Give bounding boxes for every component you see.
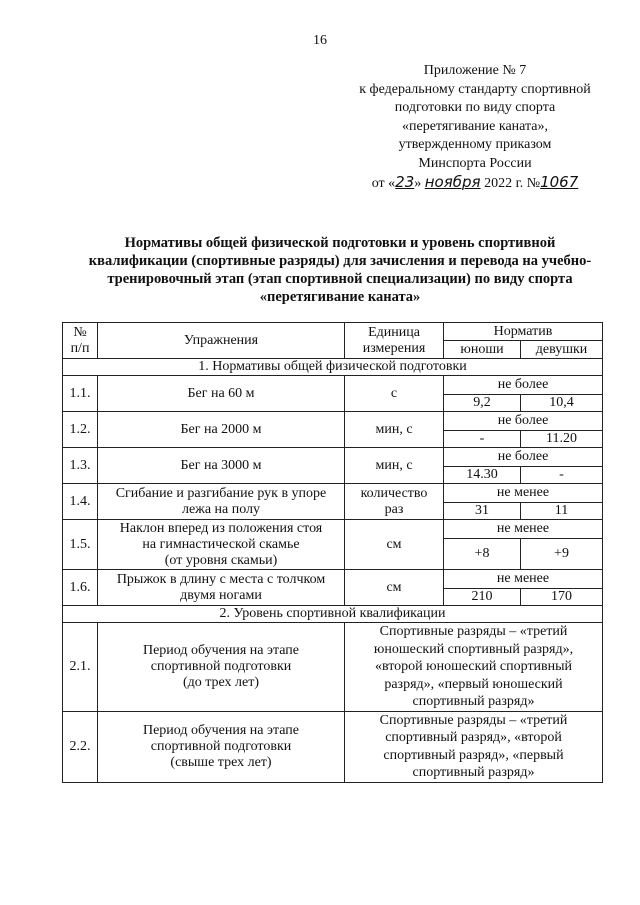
value-boys: 210 [444, 589, 521, 606]
table-row [63, 570, 603, 589]
row-number: 2.2. [63, 711, 98, 782]
row-criterion: не менее [444, 484, 603, 503]
title-line: квалификации (спортивные разряды) для зачисления и перевода на учебно- [88, 253, 592, 269]
handwritten-day: 23 [395, 173, 415, 191]
handwritten-month: ноября [424, 173, 481, 191]
exercise-line: Прыжок в длину с места с толчком [116, 571, 326, 587]
handwritten-number: 1067 [540, 173, 579, 191]
order-year: 2022 г. № [484, 176, 541, 191]
row-number: 1.2. [63, 412, 98, 448]
order-prefix: от « [371, 176, 396, 191]
value-girls: 11 [521, 503, 603, 520]
exercise-line: (от уровня скамьи) [164, 552, 278, 568]
section-2-title: 2. Уровень спортивной квалификации [63, 606, 603, 623]
ranks-line: Спортивные разряды – «третий [379, 712, 568, 728]
section-1-title: 1. Нормативы общей физической подготовки [63, 359, 603, 376]
table-row [63, 484, 603, 503]
section-row [63, 359, 603, 376]
ranks-line: разряд», «первый юношеский [384, 676, 563, 692]
row-criterion: не менее [444, 570, 603, 589]
period-line: (свыше трех лет) [170, 754, 272, 770]
ranks-line: «второй юношеский спортивный [374, 659, 573, 674]
row-number: 1.5. [63, 520, 98, 570]
exercise-line: Наклон вперед из положения стоя [119, 520, 323, 536]
period-line: спортивной подготовки [150, 738, 292, 754]
title-line: тренировочный этап (этап спортивной специализации) по виду спорта [107, 271, 573, 287]
exercise-line: Бег на 2000 м [180, 421, 262, 437]
table-row [63, 376, 603, 395]
row-unit [345, 412, 444, 448]
value-girls: 170 [521, 589, 603, 606]
order-mid: » [414, 176, 422, 191]
appendix-line: Минспорта России [418, 155, 532, 171]
row-exercise [98, 376, 345, 412]
unit-line: мин, с [375, 457, 413, 473]
qualification-row [63, 711, 603, 782]
row-unit [345, 484, 444, 520]
row-unit [345, 376, 444, 412]
unit-line: раз [384, 501, 404, 517]
exercise-line: двумя ногами [180, 587, 262, 603]
value-girls: - [521, 467, 603, 484]
value-girls: 11.20 [521, 431, 603, 448]
header-num-line: п/п [70, 340, 90, 356]
row-criterion: не менее [444, 520, 603, 539]
document-title [60, 234, 620, 306]
period-line: (до трех лет) [182, 674, 260, 690]
unit-line: см [386, 579, 402, 595]
qualification-ranks [345, 623, 603, 712]
header-norm: Норматив [444, 323, 603, 341]
table-row [63, 412, 603, 431]
row-number: 1.4. [63, 484, 98, 520]
appendix-line: утвержденному приказом [398, 137, 552, 152]
qualification-period [98, 711, 345, 782]
header-boys: юноши [444, 341, 521, 359]
value-girls: +9 [521, 539, 603, 570]
qualification-ranks [345, 711, 603, 782]
row-exercise [98, 448, 345, 484]
appendix-line: Приложение № 7 [423, 63, 527, 78]
appendix-line: к федеральному стандарту спортивной [359, 81, 591, 97]
header-unit [345, 323, 444, 359]
row-number: 1.1. [63, 376, 98, 412]
unit-line: количество [360, 485, 428, 501]
row-number: 2.1. [63, 623, 98, 712]
value-boys: 31 [444, 503, 521, 520]
value-boys: 14.30 [444, 467, 521, 484]
period-line: спортивной подготовки [150, 658, 292, 674]
page-number: 16 [313, 33, 327, 48]
row-exercise [98, 484, 345, 520]
value-boys: +8 [444, 539, 521, 570]
ranks-line: юношеский спортивный разряд», [373, 641, 574, 657]
title-line: Нормативы общей физической подготовки и уровень спортивной [124, 235, 556, 251]
exercise-line: Сгибание и разгибание рук в упоре [115, 485, 327, 501]
title-line: «перетягивание каната» [259, 289, 421, 305]
row-criterion: не более [444, 412, 603, 431]
row-unit [345, 448, 444, 484]
row-unit [345, 570, 444, 606]
exercise-line: лежа на полу [181, 501, 261, 517]
unit-line: мин, с [375, 421, 413, 437]
table-header-row [63, 323, 603, 341]
ranks-line: спортивный разряд», «первый [383, 747, 564, 763]
unit-line: см [386, 536, 402, 552]
row-number: 1.6. [63, 570, 98, 606]
section-row [63, 606, 603, 623]
ranks-line: Спортивные разряды – «третий [379, 624, 568, 639]
table-row [63, 448, 603, 467]
exercise-line: Бег на 3000 м [180, 457, 262, 473]
qualification-period [98, 623, 345, 712]
period-line: Период обучения на этапе [142, 642, 300, 658]
value-boys: - [444, 431, 521, 448]
row-unit [345, 520, 444, 570]
qualification-row [63, 623, 603, 712]
row-number: 1.3. [63, 448, 98, 484]
row-criterion: не более [444, 376, 603, 395]
appendix-line: подготовки по виду спорта [394, 100, 556, 115]
norms-table [62, 322, 603, 783]
row-exercise [98, 570, 345, 606]
header-num [63, 323, 98, 359]
header-unit-line: измерения [362, 340, 426, 356]
row-criterion: не более [444, 448, 603, 467]
appendix-header [330, 62, 620, 194]
value-boys: 9,2 [444, 395, 521, 412]
header-unit-line: Единица [368, 324, 420, 340]
header-girls: девушки [521, 341, 603, 359]
row-exercise [98, 520, 345, 570]
row-exercise [98, 412, 345, 448]
appendix-line: «перетягивание каната», [401, 118, 548, 134]
period-line: Период обучения на этапе [142, 722, 300, 738]
header-num-line: № [73, 324, 87, 340]
header-exercise: Упражнения [98, 323, 345, 359]
exercise-line: Бег на 60 м [187, 385, 255, 401]
table-row [63, 520, 603, 539]
ranks-line: спортивный разряд», «второй [385, 730, 562, 745]
unit-line: с [390, 385, 398, 401]
ranks-line: спортивный разряд» [412, 694, 535, 709]
ranks-line: спортивный разряд» [412, 765, 535, 780]
value-girls: 10,4 [521, 395, 603, 412]
order-date-line [330, 173, 620, 194]
exercise-line: на гимнастической скамье [142, 536, 300, 552]
